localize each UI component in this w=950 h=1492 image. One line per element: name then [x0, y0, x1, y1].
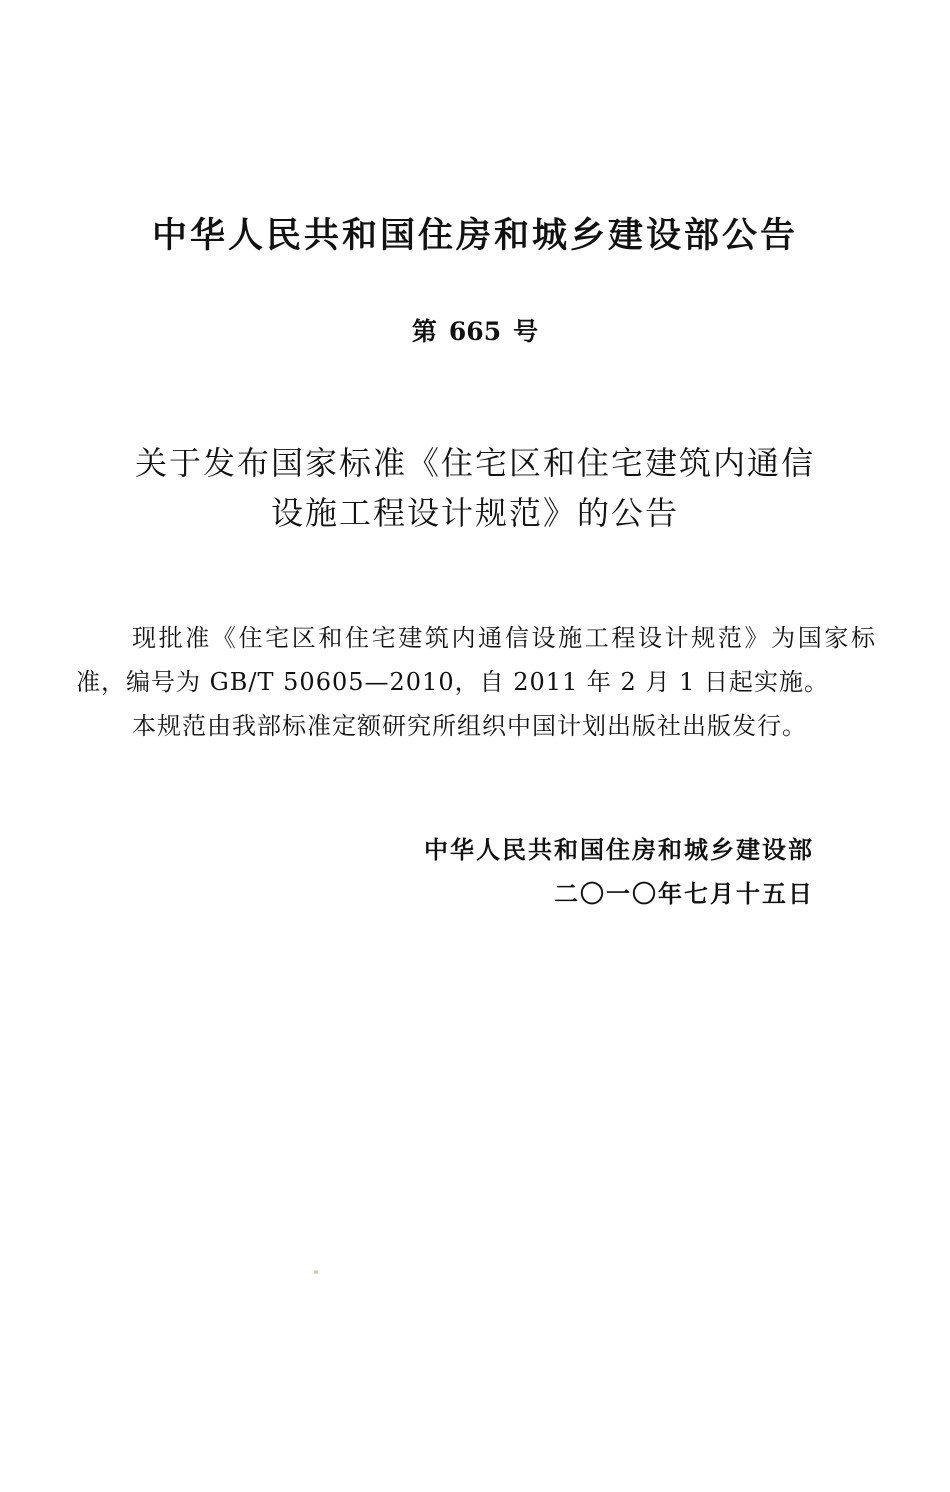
signature-block — [424, 828, 814, 916]
announcement-subject — [0, 438, 950, 538]
doc-number-value: 665 — [448, 317, 502, 346]
subject-line-2: 设施工程设计规范》的公告 — [270, 494, 679, 532]
body-paragraph-1: 现批准《住宅区和住宅建筑内通信设施工程设计规范》为国家标准，编号为 GB/T 50605—2010，自 2011 年 2 月 1 日起实施。 — [76, 624, 876, 696]
subject-line-1: 关于发布国家标准《住宅区和住宅建筑内通信 — [134, 444, 815, 482]
doc-number-prefix: 第 — [411, 317, 437, 346]
signature-date: 二〇一〇年七月十五日 — [554, 880, 814, 908]
signature-organization: 中华人民共和国住房和城乡建设部 — [424, 836, 814, 864]
body-paragraph-2: 本规范由我部标准定额研究所组织中国计划出版社出版发行。 — [132, 712, 807, 740]
doc-number — [0, 314, 950, 350]
doc-number-suffix: 号 — [513, 317, 539, 346]
scan-speck — [314, 1270, 318, 1274]
announcement-body — [76, 616, 876, 748]
issuer-title: 中华人民共和国住房和城乡建设部公告 — [151, 216, 798, 256]
